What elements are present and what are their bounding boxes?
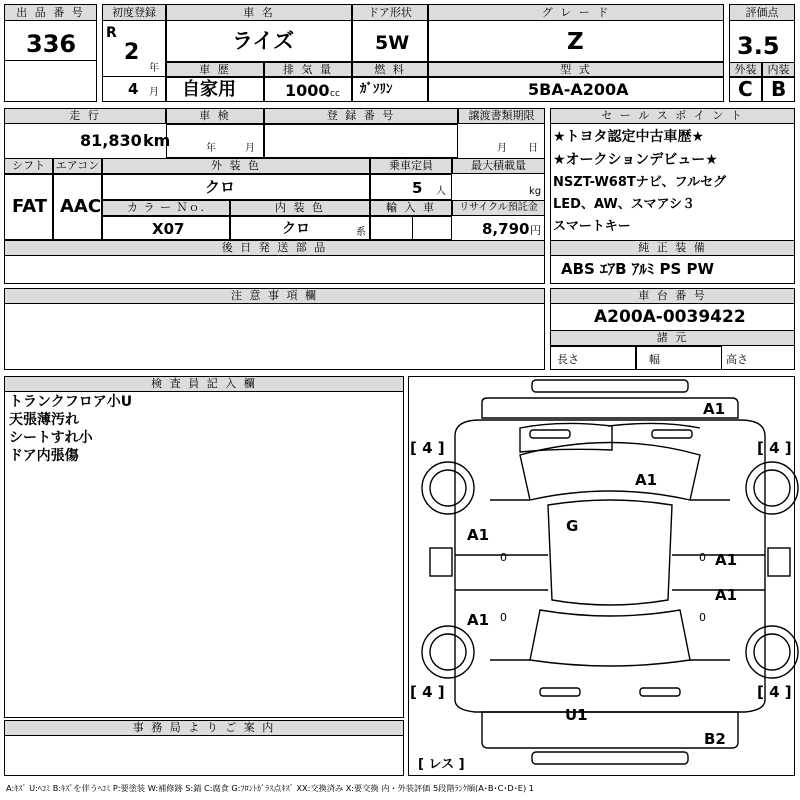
month-unit: 月	[149, 87, 159, 98]
recycle-label: リサイクル預託金	[452, 200, 545, 216]
car-name: ライズ	[232, 29, 295, 53]
history: 自家用	[182, 79, 236, 100]
shift-label: シフト	[4, 158, 53, 174]
capacity: 5	[412, 179, 423, 197]
spare-tire: [ レス ]	[418, 757, 465, 772]
int-color-label: 内 装 色	[230, 200, 370, 216]
equipment: ABS ｴｱB ｱﾙﾐ PS PW	[561, 260, 715, 278]
mark-hood: A1	[635, 471, 658, 489]
mark-roof: G	[566, 517, 579, 535]
mark-rear: U1	[565, 706, 588, 724]
mark-zero: 0	[500, 551, 507, 564]
exterior-grade: C	[738, 77, 753, 101]
inspector-line: 天張薄汚れ	[9, 412, 79, 428]
sales-point-line: スマートキー	[553, 219, 631, 234]
tire-front-right: [ 4 ]	[757, 439, 792, 457]
ext-color-label: 外 装 色	[102, 158, 370, 174]
sales-point-line: LED、AW、スマアシ３	[553, 197, 695, 212]
lot-number: 336	[26, 30, 77, 58]
chassis-label: 車 台 番 号	[550, 288, 795, 304]
mark-left-front-door: A1	[467, 526, 490, 544]
fuel-label: 燃 料	[352, 62, 428, 77]
inspection-month-unit: 月	[245, 143, 255, 154]
spec-label: 諸 元	[550, 330, 795, 346]
left-mirror	[430, 548, 452, 576]
era: R	[106, 25, 117, 41]
rear-outline	[482, 712, 738, 748]
office-label: 事 務 局 よ り ご 案 内	[4, 720, 404, 736]
reg-month: 4	[128, 80, 139, 98]
transfer-label: 譲渡書類期限	[458, 108, 545, 124]
reg-number-label: 登 録 番 号	[264, 108, 458, 124]
mark-right-rear-door: A1	[715, 586, 738, 604]
chassis-number: A200A-0039422	[594, 307, 746, 327]
int-color: クロ	[282, 221, 310, 237]
front-outline	[482, 398, 738, 418]
color-no: X07	[152, 220, 185, 238]
interior-grade: B	[771, 77, 787, 101]
tire-rear-left: [ 4 ]	[410, 683, 445, 701]
fuel: ｶﾞｿﾘﾝ	[360, 82, 393, 97]
score: 3.5	[737, 32, 780, 60]
grade: Z	[567, 29, 584, 55]
later-parts-label: 後 日 発 送 部 品	[4, 240, 545, 256]
ext-color: クロ	[205, 178, 236, 196]
tire-rear-right: [ 4 ]	[757, 683, 792, 701]
windshield-shape	[520, 443, 700, 501]
legend: A:ｷｽﾞ U:ﾍｺﾐ B:ｷｽﾞを伴うﾍｺﾐ P:要塗装 W:補修跡 S:錆 C:腐食 G:ﾌﾛﾝﾄｶﾞﾗｽ点ｷｽﾞ XX:交換済み X:要交換 内・外装評価 5段階ﾗﾝｸ順(A･B･C･D･E) 1	[6, 783, 534, 793]
displacement-label: 排 気 量	[264, 62, 352, 77]
year-unit: 年	[149, 63, 159, 74]
equipment-label: 純 正 装 備	[550, 240, 795, 256]
transfer-month-unit: 月	[497, 143, 507, 154]
grade-label: グ レ ー ド	[428, 4, 724, 21]
mark-rear-bumper: B2	[704, 730, 726, 748]
history-label: 車 歴	[166, 62, 264, 77]
door-type: 5W	[375, 32, 410, 54]
exterior-label: 外装	[729, 62, 762, 77]
length-label: 長さ	[557, 353, 579, 366]
interior-label: 内装	[762, 62, 795, 77]
score-label: 評価点	[729, 4, 795, 21]
model: 5BA-A200A	[528, 80, 629, 99]
int-color-unit: 系	[356, 227, 366, 238]
inspection-year-unit: 年	[206, 143, 216, 154]
car-name-label: 車 名	[166, 4, 352, 21]
mileage-unit: km	[143, 131, 171, 150]
rear-window-shape	[530, 610, 690, 666]
recycle-unit: 円	[530, 224, 541, 237]
width-label: 幅	[649, 353, 660, 366]
inspection-label: 車 検	[166, 108, 264, 124]
mileage-label: 走 行	[4, 108, 166, 124]
displacement-unit: cc	[330, 89, 340, 99]
mark-zero: 0	[699, 611, 706, 624]
tire-front-left: [ 4 ]	[410, 439, 445, 457]
mileage: 81,830	[80, 131, 142, 150]
first-reg-label: 初度登録	[102, 4, 166, 21]
lot-label: 出 品 番 号	[4, 4, 97, 21]
reg-year: 2	[124, 40, 140, 65]
recycle: 8,790	[482, 220, 530, 238]
mark-zero: 0	[500, 611, 507, 624]
displacement: 1000	[285, 81, 330, 100]
mark-right-front-door: A1	[715, 551, 738, 569]
transfer-day-unit: 日	[528, 143, 538, 154]
mark-left-rear-door: A1	[467, 611, 490, 629]
inspector-line: シートすれ小	[9, 430, 93, 446]
max-load-label: 最大積載量	[452, 158, 545, 174]
ac: AAC	[60, 196, 102, 217]
model-label: 型 式	[428, 62, 724, 77]
import-label: 輸 入 車	[370, 200, 452, 216]
shift: FAT	[12, 196, 48, 217]
right-mirror	[768, 548, 790, 576]
height-label: 高さ	[726, 353, 748, 366]
inspector-line: ドア内張傷	[9, 448, 79, 464]
sales-point-line: NSZT-W68Tナビ、フルセグ	[553, 175, 727, 190]
ac-label: エアコン	[53, 158, 102, 174]
capacity-label: 乗車定員	[370, 158, 452, 174]
color-no-label: カ ラ ー Ｎｏ.	[102, 200, 230, 216]
inspector-label: 検 査 員 記 入 欄	[4, 376, 404, 392]
capacity-unit: 人	[436, 186, 446, 197]
sales-point-line: ★オークションデビュー★	[553, 152, 718, 168]
inspector-line: トランクフロア小U	[9, 394, 133, 410]
notes-label: 注 意 事 項 欄	[4, 288, 545, 304]
mark-zero: 0	[699, 551, 706, 564]
front-bumper-shape	[532, 380, 688, 392]
max-load-unit: kg	[529, 186, 542, 197]
sales-point-label: セ ー ル ス ポ イ ン ト	[550, 108, 795, 124]
mark-top-right: A1	[703, 400, 726, 418]
rear-bumper-shape	[532, 752, 688, 764]
door-label: ドア形状	[352, 4, 428, 21]
roof-shape	[548, 500, 672, 605]
sales-point-line: ★トヨタ認定中古車歴★	[553, 129, 705, 145]
